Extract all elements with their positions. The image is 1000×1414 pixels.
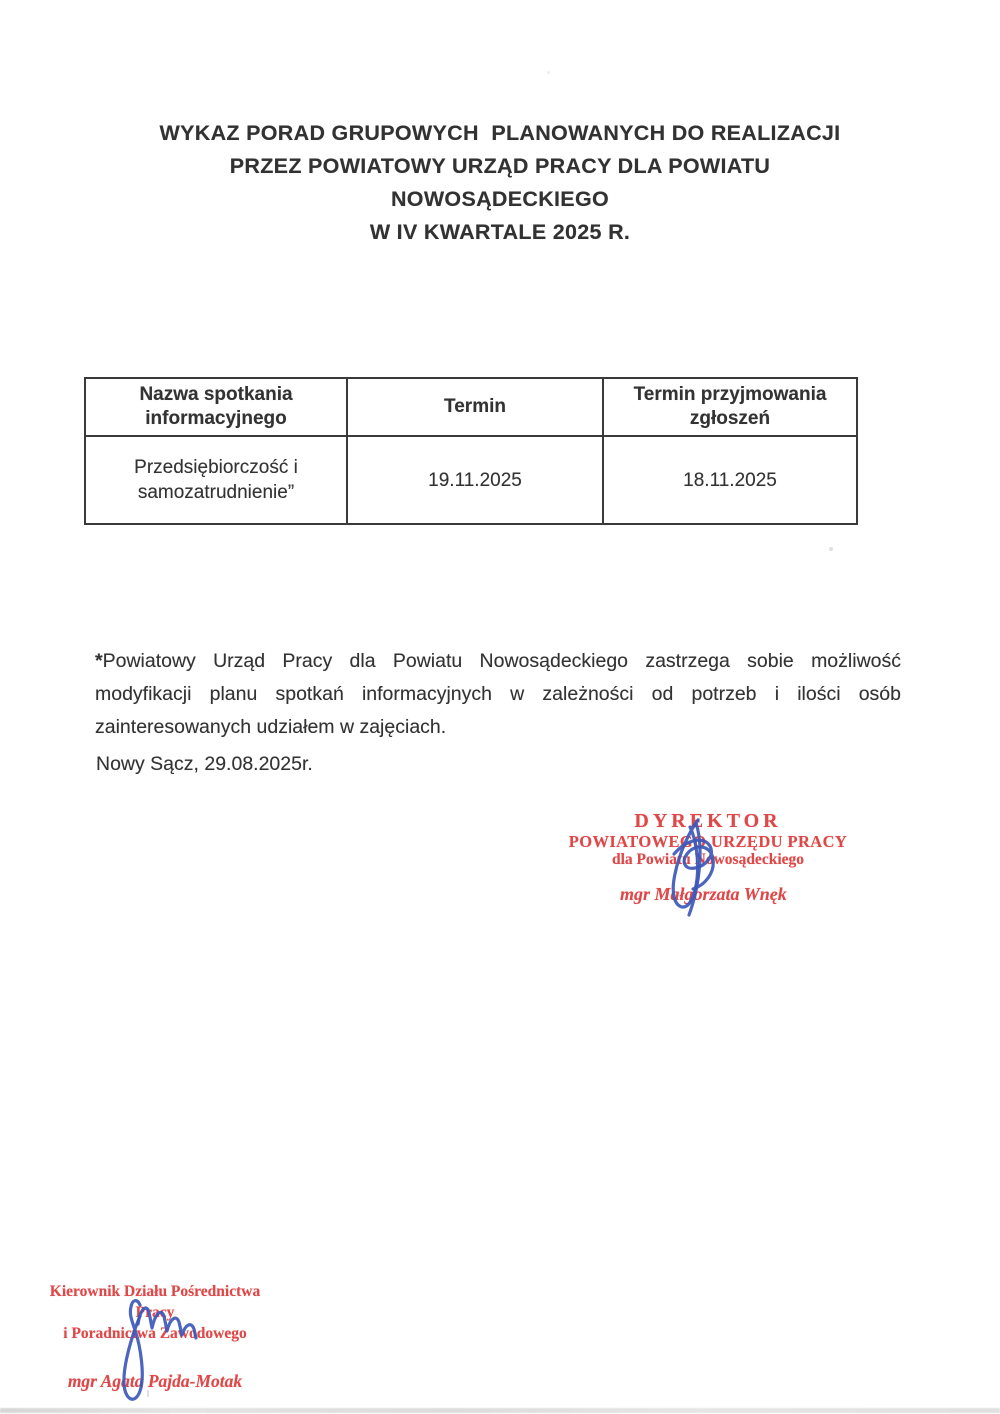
cell-termin-zgloszen: 18.11.2025 (603, 436, 857, 524)
scanner-edge-artifact (0, 1408, 1000, 1413)
table-row (85, 436, 857, 524)
table-header-row (85, 378, 857, 436)
scan-speck (147, 1390, 149, 1397)
director-signature (652, 812, 736, 918)
scan-speck (829, 547, 833, 551)
kierownik-stamp-line-1: Kierownik Działu Pośrednictwa Pracy (49, 1283, 261, 1321)
header-nazwa-spotkania: Nazwa spotkania informacyjnego (85, 378, 347, 436)
footnote (95, 645, 901, 744)
footnote-asterisk: * (95, 650, 103, 672)
kierownik-signature (96, 1284, 230, 1410)
director-stamp-title: DYREKTOR (634, 810, 782, 832)
kierownik-stamp-signatory: mgr Agata Pajda-Motak (67, 1371, 243, 1391)
title-line-2: PRZEZ POWIATOWY URZĄD PRACY DLA POWIATU (229, 154, 771, 178)
title-line-4: W IV KWARTALE 2025 R. (369, 220, 631, 244)
director-stamp-district: dla Powiatu Nowosądeckiego (611, 851, 805, 868)
scan-speck (547, 71, 550, 74)
title-line-3: NOWOSĄDECKIEGO (390, 187, 609, 211)
footnote-line-2: modyfikacji planu spotkań informacyjnych w zależności od potrzeb i ilości osób (95, 683, 901, 705)
footnote-line-1 (95, 645, 901, 678)
document-title (0, 117, 1000, 249)
schedule-table (84, 377, 858, 525)
director-stamp-office: POWIATOWEGO URZĘDU PRACY (568, 832, 848, 851)
place-date: Nowy Sącz, 29.08.2025r. (96, 753, 313, 775)
title-line-1: WYKAZ PORAD GRUPOWYCH PLANOWANYCH DO REALIZACJI (159, 121, 841, 145)
header-termin: Termin (347, 378, 603, 436)
cell-termin: 19.11.2025 (347, 436, 603, 524)
footnote-line-3: zainteresowanych udziałem w zajęciach. (95, 716, 447, 738)
kierownik-stamp-line-2: i Poradnictwa Zawodowego (63, 1325, 247, 1342)
footnote-line-1-text: Powiatowy Urząd Pracy dla Powiatu Nowosądeckiego zastrzega sobie możliwość (102, 650, 901, 672)
cell-nazwa-spotkania: Przedsiębiorczość i samozatrudnienie” (85, 436, 347, 524)
header-termin-zgloszen: Termin przyjmowania zgłoszeń (603, 378, 857, 436)
director-stamp-signatory: mgr Małgorzata Wnęk (620, 884, 787, 904)
